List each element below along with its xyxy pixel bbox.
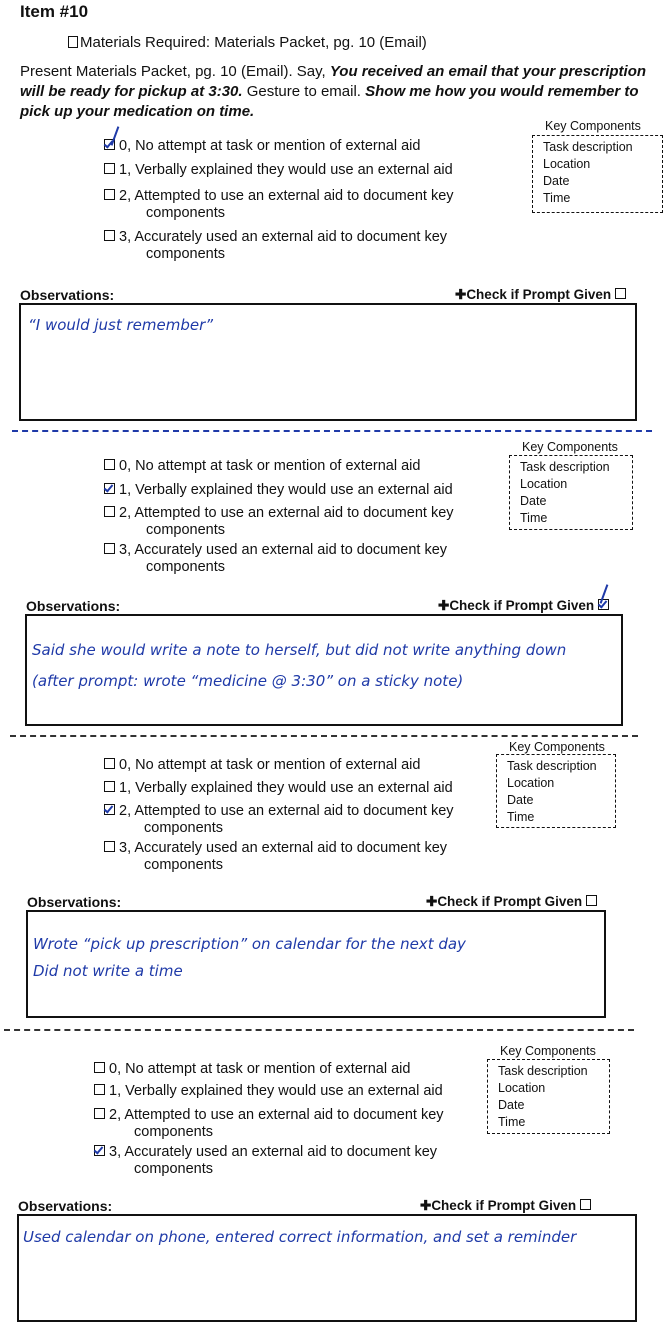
plus-icon: ✚	[455, 287, 467, 302]
option-0[interactable]: 0, No attempt at task or mention of external aid	[94, 1061, 410, 1078]
key-components-title: Key Components	[509, 740, 605, 754]
plus-icon: ✚	[426, 894, 438, 909]
observation-note: “I would just remember”	[28, 316, 214, 334]
key-components-title: Key Components	[500, 1044, 596, 1058]
checkbox-icon[interactable]	[104, 459, 115, 470]
key-components-box: Task description Location Date Time	[532, 135, 663, 213]
checkbox-icon[interactable]	[586, 895, 597, 906]
section-divider	[4, 1029, 634, 1031]
item-title: Item #10	[20, 2, 89, 21]
instructions: Present Materials Packet, pg. 10 (Email). Say, You received an email that your prescription will be ready for pickup at 3:30. Gesture to email. Show me how you would remember to pick up your medication on time.	[20, 63, 647, 120]
prompt-given-check[interactable]: ✚Check if Prompt Given	[426, 894, 601, 910]
key-components-box: Task description Location Date Time	[487, 1059, 610, 1134]
observation-note: Used calendar on phone, entered correct information, and set a reminder	[23, 1228, 577, 1246]
key-components-box: Task description Location Date Time	[509, 455, 633, 530]
option-1[interactable]: 1, Verbally explained they would use an external aid	[104, 162, 453, 179]
checkbox-icon[interactable]	[104, 841, 115, 852]
plus-icon: ✚	[420, 1198, 432, 1213]
checkbox-icon[interactable]	[104, 230, 115, 241]
observations-label: Observations:	[20, 287, 115, 303]
key-components-box: Task description Location Date Time	[496, 754, 616, 828]
key-components-title: Key Components	[545, 119, 641, 133]
option-1[interactable]: 1, Verbally explained they would use an external aid	[104, 780, 453, 797]
observation-note: (after prompt: wrote “medicine @ 3:30” on a sticky note)	[32, 672, 464, 690]
option-0[interactable]: 0, No attempt at task or mention of external aid	[104, 138, 420, 155]
checkbox-icon[interactable]	[104, 483, 115, 494]
checkbox-icon[interactable]	[580, 1199, 591, 1210]
option-1[interactable]: 1, Verbally explained they would use an external aid	[94, 1083, 443, 1100]
observations-label: Observations:	[27, 894, 122, 910]
key-components-title: Key Components	[522, 440, 618, 454]
option-0[interactable]: 0, No attempt at task or mention of external aid	[104, 458, 420, 475]
option-2[interactable]: 2, Attempted to use an external aid to document key components	[104, 505, 454, 539]
option-3[interactable]: 3, Accurately used an external aid to document key components	[104, 229, 447, 263]
option-2[interactable]: 2, Attempted to use an external aid to document key components	[94, 1107, 444, 1141]
checkbox-icon[interactable]	[104, 506, 115, 517]
checkbox-icon[interactable]	[94, 1108, 105, 1119]
plus-icon: ✚	[438, 598, 450, 613]
section-divider	[12, 430, 652, 432]
option-3[interactable]: 3, Accurately used an external aid to document key components	[104, 542, 447, 576]
observations-label: Observations:	[26, 598, 121, 614]
option-1[interactable]: 1, Verbally explained they would use an external aid	[104, 482, 453, 499]
observation-note: Wrote “pick up prescription” on calendar for the next day	[33, 935, 466, 953]
option-0[interactable]: 0, No attempt at task or mention of external aid	[104, 757, 420, 774]
checkbox-icon[interactable]	[615, 288, 626, 299]
option-3[interactable]: 3, Accurately used an external aid to document key components	[104, 840, 447, 874]
checkbox-icon[interactable]	[104, 758, 115, 769]
observation-note: Did not write a time	[33, 962, 183, 980]
prompt-given-check[interactable]: ✚Check if Prompt Given	[420, 1198, 595, 1214]
checkbox-icon[interactable]	[94, 1084, 105, 1095]
checkbox-icon[interactable]	[104, 781, 115, 792]
observations-box[interactable]	[25, 614, 623, 726]
materials-required: Materials Required: Materials Packet, pg. 10 (Email)	[68, 34, 427, 51]
option-3[interactable]: 3, Accurately used an external aid to document key components	[94, 1144, 437, 1178]
checkbox-icon[interactable]	[104, 543, 115, 554]
section-divider	[10, 735, 638, 737]
option-2[interactable]: 2, Attempted to use an external aid to document key components	[104, 803, 454, 837]
checkbox-icon[interactable]	[104, 163, 115, 174]
document-icon	[68, 36, 78, 48]
option-2[interactable]: 2, Attempted to use an external aid to document key components	[104, 188, 454, 222]
observation-note: Said she would write a note to herself, but did not write anything down	[32, 641, 567, 659]
prompt-given-check[interactable]: ✚Check if Prompt Given	[455, 287, 630, 303]
observations-label: Observations:	[18, 1198, 113, 1214]
checkbox-icon[interactable]	[94, 1145, 105, 1156]
prompt-given-check[interactable]: ✚Check if Prompt Given	[438, 598, 613, 614]
checkbox-icon[interactable]	[104, 189, 115, 200]
checkbox-icon[interactable]	[94, 1062, 105, 1073]
checkbox-icon[interactable]	[104, 804, 115, 815]
